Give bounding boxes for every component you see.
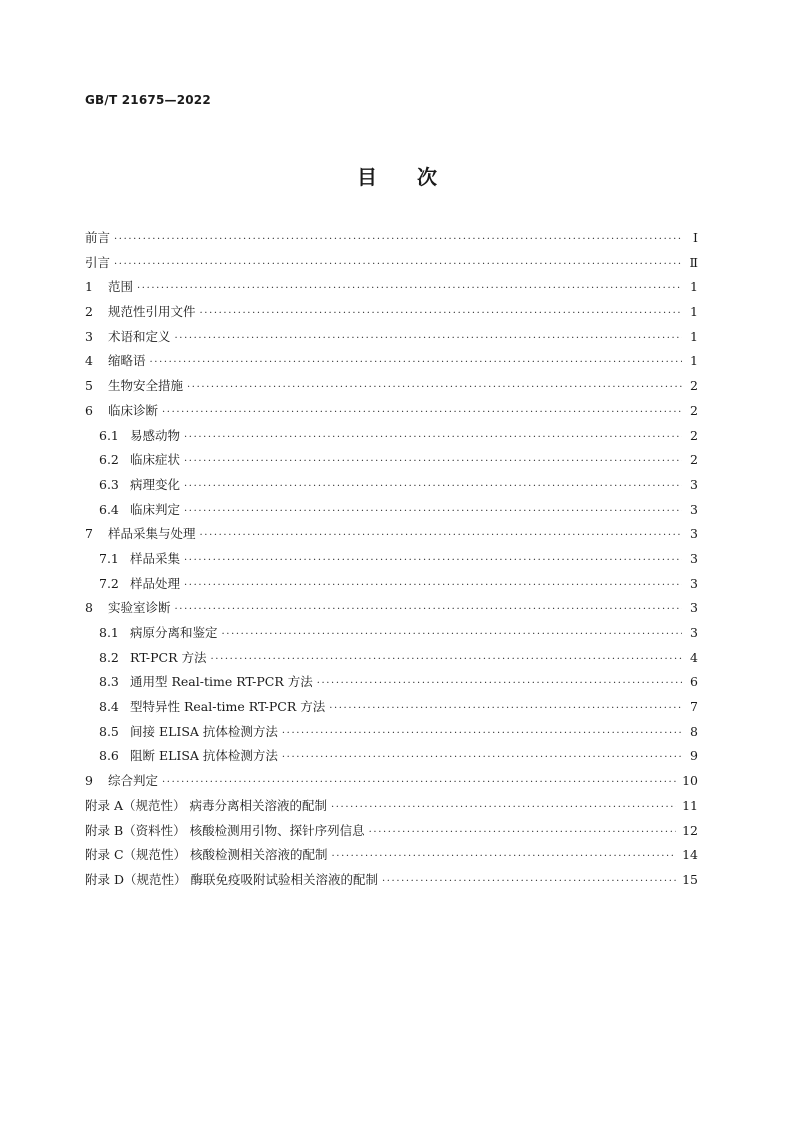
toc-entry-page: Ⅱ: [689, 254, 698, 270]
toc-entry-page: 3: [690, 526, 698, 542]
toc-entry-number: 8.2: [99, 649, 119, 665]
toc-entry-page: Ⅰ: [693, 230, 698, 245]
toc-entry[interactable]: [85, 374, 698, 399]
toc-entry-page: 14: [682, 847, 698, 863]
toc-entry[interactable]: [85, 226, 698, 251]
toc-leader-dots: [222, 623, 682, 648]
toc-entry-page: 2: [690, 452, 698, 468]
toc-leader-dots: [150, 351, 682, 376]
toc-entry[interactable]: [85, 547, 698, 572]
toc-entry-number: 9: [85, 773, 93, 789]
toc-leader-dots: [114, 253, 682, 278]
toc-entry-number: 4: [85, 353, 93, 369]
toc-entry-number: 8.1: [99, 625, 119, 640]
toc-entry-label: 术语和定义: [108, 328, 171, 344]
toc-entry-page: 15: [682, 871, 698, 887]
toc-entry-page: 3: [690, 501, 698, 517]
toc-leader-dots: [382, 870, 676, 895]
toc-leader-dots: [184, 475, 682, 500]
toc-entry[interactable]: [85, 251, 698, 276]
toc-entry-page: 12: [682, 822, 698, 838]
toc-entry-page: 3: [690, 625, 698, 640]
toc-entry-page: 8: [690, 723, 698, 739]
toc-title-right: 次: [417, 165, 437, 189]
toc-entry-page: 1: [690, 279, 698, 295]
toc-entry-label: 阻断 ELISA 抗体检测方法: [130, 748, 278, 764]
toc-entry-label: 附录 B（资料性） 核酸检测用引物、探针序列信息: [85, 822, 365, 838]
toc-title-left: 目: [357, 165, 377, 189]
toc-leader-dots: [329, 697, 682, 722]
toc-entry-label: 引言: [85, 254, 111, 270]
toc-leader-dots: [184, 549, 682, 574]
toc-entry-page: 1: [690, 353, 698, 369]
toc-leader-dots: [200, 302, 682, 327]
toc-entry-label: 临床诊断: [108, 402, 159, 418]
toc-entry-label: 样品采集: [130, 550, 181, 566]
toc-entry-label: 样品处理: [130, 575, 181, 591]
toc-entry-label: 临床症状: [130, 452, 181, 468]
toc-leader-dots: [282, 722, 682, 747]
toc-entry-number: 8.4: [99, 699, 119, 715]
toc-leader-dots: [187, 376, 682, 401]
toc-leader-dots: [282, 746, 682, 771]
toc-leader-dots: [332, 845, 677, 870]
toc-entry-label: 生物安全措施: [108, 378, 184, 394]
toc-title: [0, 161, 794, 190]
toc-entry[interactable]: [85, 275, 698, 300]
toc-leader-dots: [184, 450, 682, 475]
toc-leader-dots: [162, 771, 676, 796]
toc-entry-page: 10: [682, 773, 698, 789]
toc-entry-page: 4: [690, 649, 698, 665]
toc-entry-number: 8.6: [99, 748, 119, 764]
toc-entry-number: 5: [85, 378, 93, 394]
toc-entry-number: 7.1: [99, 550, 119, 566]
toc-entry-number: 8.5: [99, 723, 119, 739]
toc-entry-label: 临床判定: [130, 501, 181, 517]
toc-leader-dots: [317, 672, 682, 697]
toc-entry[interactable]: [85, 596, 698, 621]
toc-entry-page: 2: [690, 427, 698, 443]
toc-entry-number: 3: [85, 328, 93, 344]
toc-entry-label: 间接 ELISA 抗体检测方法: [130, 723, 278, 739]
toc-entry-label: 样品采集与处理: [108, 526, 196, 542]
toc-entry[interactable]: [85, 572, 698, 597]
toc-entry-page: 6: [690, 674, 698, 690]
toc-entry-page: 3: [690, 575, 698, 591]
toc-entry-page: 2: [690, 402, 698, 418]
toc-entry-label: 规范性引用文件: [108, 304, 196, 320]
toc-entry-label: 通用型 Real-time RT-PCR 方法: [130, 674, 313, 690]
toc-entry-number: 8: [85, 600, 93, 616]
toc-leader-dots: [184, 426, 682, 451]
toc-entry-number: 6: [85, 402, 93, 418]
toc-leader-dots: [114, 228, 682, 253]
toc-entry-label: 前言: [85, 230, 111, 245]
toc-leader-dots: [200, 524, 682, 549]
toc-entry[interactable]: [85, 399, 698, 424]
toc-entry[interactable]: [85, 349, 698, 374]
toc-entry-number: 8.3: [99, 674, 119, 690]
toc-entry-number: 6.4: [99, 501, 119, 517]
toc-leader-dots: [211, 648, 682, 673]
toc-entry-label: 综合判定: [108, 773, 159, 789]
toc-leader-dots: [331, 796, 676, 821]
toc-entry-number: 7.2: [99, 575, 119, 591]
toc-entry-label: 缩略语: [108, 353, 146, 369]
toc-entry-label: 范围: [108, 279, 134, 295]
toc-entry-number: 6.3: [99, 476, 119, 492]
toc-entry-page: 1: [690, 304, 698, 320]
toc-entry[interactable]: [85, 522, 698, 547]
toc-entry-label: 型特异性 Real-time RT-PCR 方法: [130, 699, 326, 715]
toc-entry-label: 病理变化: [130, 476, 181, 492]
toc-leader-dots: [369, 821, 676, 846]
toc-leader-dots: [175, 327, 682, 352]
toc-entry[interactable]: [85, 819, 698, 844]
toc-entry[interactable]: [85, 695, 698, 720]
toc-leader-dots: [175, 598, 682, 623]
toc-entry-page: 1: [690, 328, 698, 344]
toc-entry[interactable]: [85, 498, 698, 523]
toc-entry-page: 3: [690, 550, 698, 566]
toc-entry-page: 3: [690, 476, 698, 492]
toc-entry[interactable]: [85, 769, 698, 794]
table-of-contents: [85, 226, 698, 893]
toc-entry-page: 2: [690, 378, 698, 394]
toc-entry-number: 1: [85, 279, 93, 295]
toc-entry-page: 7: [690, 699, 698, 715]
toc-entry-number: 6.1: [99, 427, 119, 443]
toc-entry[interactable]: [85, 794, 698, 819]
toc-entry-label: 附录 D（规范性） 酶联免疫吸附试验相关溶液的配制: [85, 871, 378, 887]
toc-leader-dots: [162, 401, 682, 426]
toc-entry[interactable]: [85, 868, 698, 893]
toc-entry-label: 附录 A（规范性） 病毒分离相关溶液的配制: [85, 797, 327, 813]
toc-entry-label: 附录 C（规范性） 核酸检测相关溶液的配制: [85, 847, 328, 863]
toc-leader-dots: [184, 574, 682, 599]
toc-entry[interactable]: [85, 325, 698, 350]
toc-leader-dots: [184, 500, 682, 525]
toc-entry[interactable]: [85, 646, 698, 671]
toc-entry[interactable]: [85, 621, 698, 646]
toc-entry-number: 7: [85, 526, 93, 542]
toc-entry-page: 3: [690, 600, 698, 616]
toc-entry-page: 11: [682, 797, 698, 813]
toc-entry-label: 病原分离和鉴定: [130, 625, 218, 640]
toc-entry[interactable]: [85, 300, 698, 325]
toc-leader-dots: [137, 277, 682, 302]
toc-entry[interactable]: [85, 744, 698, 769]
toc-entry[interactable]: [85, 670, 698, 695]
toc-entry[interactable]: [85, 720, 698, 745]
toc-entry[interactable]: [85, 843, 698, 868]
toc-entry[interactable]: [85, 448, 698, 473]
standard-code: GB/T 21675—2022: [85, 93, 211, 107]
toc-entry-label: 实验室诊断: [108, 600, 171, 616]
toc-entry-label: RT-PCR 方法: [130, 649, 207, 665]
toc-entry[interactable]: [85, 424, 698, 449]
toc-entry-number: 6.2: [99, 452, 119, 468]
toc-entry-label: 易感动物: [130, 427, 181, 443]
toc-entry-page: 9: [690, 748, 698, 764]
toc-entry-number: 2: [85, 304, 93, 320]
toc-entry[interactable]: [85, 473, 698, 498]
